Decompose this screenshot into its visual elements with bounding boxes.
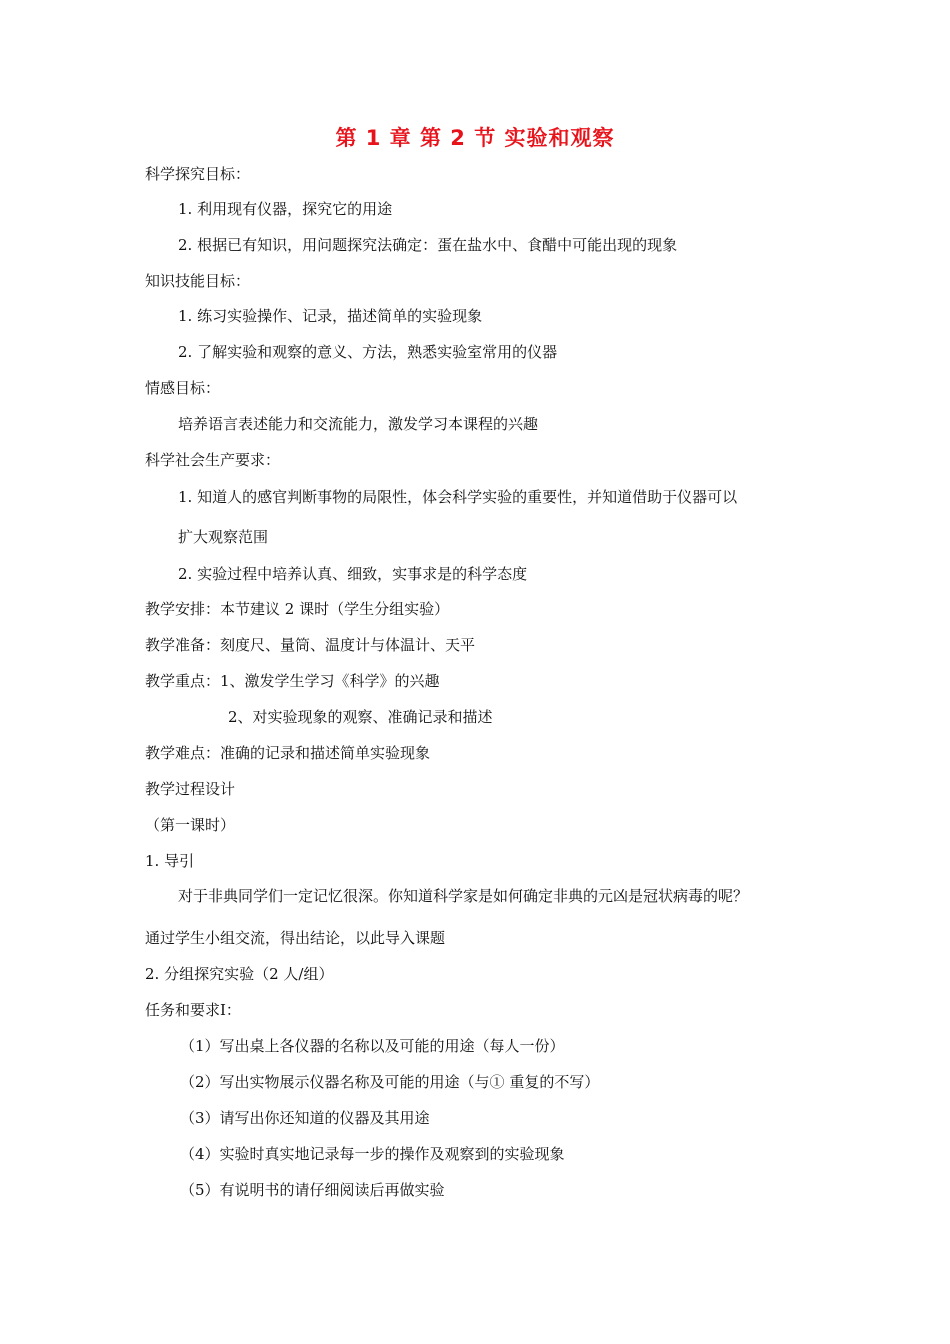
paragraph: 对于非典同学们一定记忆很深。你知道科学家是如何确定非典的元凶是冠状病毒的呢？: [178, 887, 749, 905]
heading-process-design: 教学过程设计: [145, 780, 236, 798]
heading-science-society-requirements: 科学社会生产要求：: [145, 451, 281, 469]
task-heading: 任务和要求Ⅰ：: [145, 1001, 241, 1019]
teaching-arrangement: 教学安排：本节建议 2 课时（学生分组实验）: [145, 600, 450, 618]
task-item: （1）写出桌上各仪器的名称以及可能的用途（每人一份）: [180, 1037, 565, 1055]
document-title: 第 1 章 第 2 节 实验和观察: [335, 126, 615, 150]
task-item: （4）实验时真实地记录每一步的操作及观察到的实验现象: [180, 1145, 565, 1163]
section-heading: 1. 导引: [145, 852, 195, 870]
task-item: （3）请写出你还知道的仪器及其用途: [180, 1109, 430, 1127]
task-item: （5）有说明书的请仔细阅读后再做实验: [180, 1181, 445, 1199]
task-item: （2）写出实物展示仪器名称及可能的用途（与① 重复的不写）: [180, 1073, 600, 1091]
paragraph: 通过学生小组交流，得出结论，以此导入课题: [145, 929, 446, 947]
heading-knowledge-skill-goals: 知识技能目标：: [145, 272, 251, 290]
paragraph: 培养语言表述能力和交流能力，激发学习本课程的兴趣: [178, 415, 539, 433]
section-heading: 2. 分组探究实验（2 人/组）: [145, 965, 334, 983]
lesson-label: （第一课时）: [145, 816, 236, 834]
list-item: 1. 利用现有仪器，探究它的用途: [178, 200, 393, 218]
teaching-difficulties: 教学难点：准确的记录和描述简单实验现象: [145, 744, 431, 762]
list-item: 2. 根据已有知识，用问题探究法确定：蛋在盐水中、食醋中可能出现的现象: [178, 236, 678, 254]
heading-emotional-goals: 情感目标：: [145, 379, 221, 397]
teaching-key-points-continuation: 2、对实验现象的观察、准确记录和描述: [228, 708, 493, 726]
list-item: 2. 实验过程中培养认真、细致，实事求是的科学态度: [178, 565, 528, 583]
list-item: 1. 练习实验操作、记录，描述简单的实验现象: [178, 307, 483, 325]
heading-science-inquiry-goals: 科学探究目标：: [145, 165, 251, 183]
teaching-preparation: 教学准备：刻度尺、量筒、温度计与体温计、天平: [145, 636, 476, 654]
list-item: 2. 了解实验和观察的意义、方法，熟悉实验室常用的仪器: [178, 343, 558, 361]
teaching-key-points: 教学重点：1、激发学生学习《科学》的兴趣: [145, 672, 440, 690]
list-item: 1. 知道人的感官判断事物的局限性，体会科学实验的重要性，并知道借助于仪器可以: [178, 488, 738, 506]
list-item-continuation: 扩大观察范围: [178, 528, 269, 546]
